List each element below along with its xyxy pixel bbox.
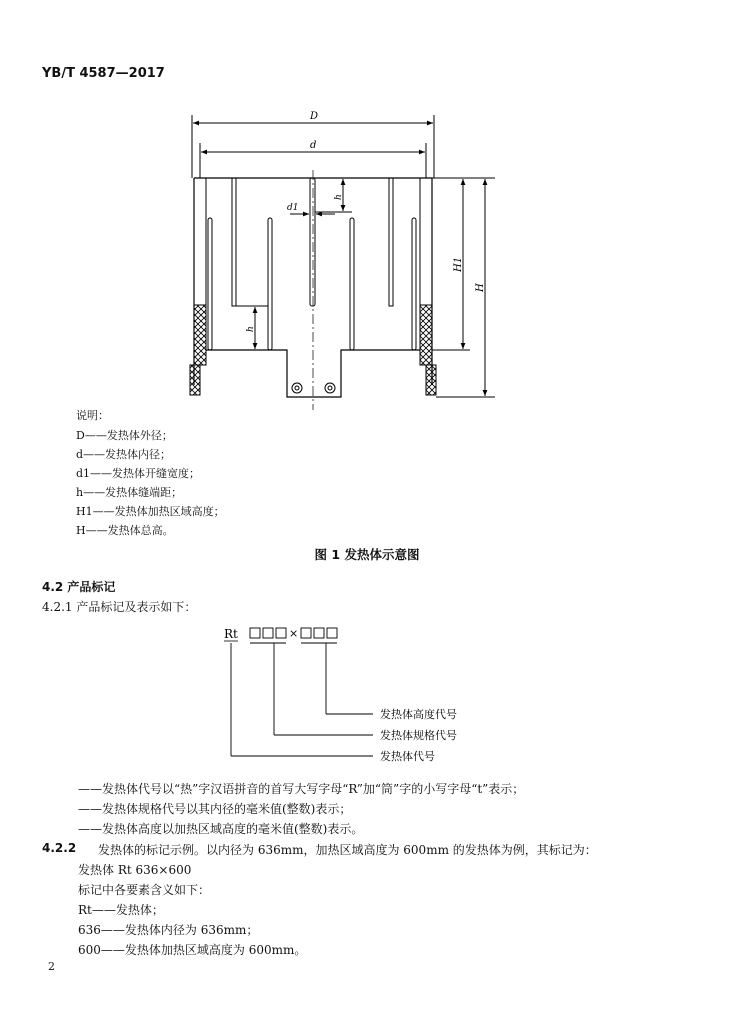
code-label-body: 发热体代号 <box>380 750 435 763</box>
legend-item: d——发热体内径； <box>76 448 172 461</box>
code-separator: × <box>289 627 299 640</box>
legend-title: 说明： <box>76 409 109 422</box>
example-label: 发热体 Rt 636×600 <box>78 863 192 877</box>
figure-caption: 图 1 发热体示意图 <box>314 547 420 562</box>
meaning-item: 636——发热体内径为 636mm； <box>78 923 259 937</box>
legend-item: h——发热体缝端距； <box>76 486 183 499</box>
legend-item: H1——发热体加热区域高度； <box>76 505 225 518</box>
code-label-spec: 发热体规格代号 <box>380 729 457 742</box>
section-4-2-2-number: 4.2.2 <box>42 841 77 855</box>
doc-header-code: YB/T 4587—2017 <box>42 66 165 81</box>
dim-H-label: H <box>475 283 486 292</box>
meaning-intro: 标记中各要素含义如下： <box>78 883 211 897</box>
code-prefix: Rt <box>224 627 238 641</box>
dim-D-label: D <box>310 111 319 122</box>
meaning-item: Rt——发热体； <box>78 903 164 917</box>
note-item: ——发热体规格代号以其内径的毫米值(整数)表示； <box>78 802 352 816</box>
code-label-height: 发热体高度代号 <box>380 708 457 721</box>
legend-item: d1——发热体开缝宽度； <box>76 467 201 480</box>
heater-figure <box>0 0 734 420</box>
marking-code-diagram <box>0 610 734 770</box>
dim-h-bottom-label: h <box>246 326 256 332</box>
page-number: 2 <box>48 960 55 973</box>
meaning-item: 600——发热体加热区域高度为 600mm。 <box>78 943 307 957</box>
section-4-2-1-title: 4.2.1 产品标记及表示如下： <box>42 600 197 614</box>
section-4-2-title: 4.2 产品标记 <box>42 580 116 594</box>
dim-h-top-label: h <box>334 194 344 200</box>
section-4-2-2-text: 发热体的标记示例。以内径为 636mm，加热区域高度为 600mm 的发热体为例，其标记为： <box>98 843 597 857</box>
dim-H1-label: H1 <box>453 256 464 272</box>
legend-item: H——发热体总高。 <box>76 524 174 537</box>
dim-d1-label: d1 <box>287 203 299 213</box>
note-item: ——发热体代号以“热”字汉语拼音的首写大写字母“R”加“筒”字的小写字母“t”表示； <box>78 782 525 796</box>
note-item: ——发热体高度以加热区域高度的毫米值(整数)表示。 <box>78 822 364 836</box>
dim-d-label: d <box>310 140 317 151</box>
legend-item: D——发热体外径； <box>76 429 173 442</box>
